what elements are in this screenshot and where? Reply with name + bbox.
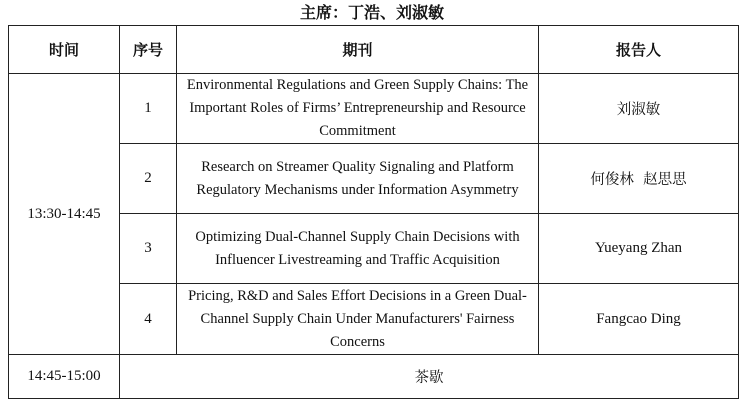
paper-speaker: 刘淑敏 <box>539 74 739 144</box>
paper-title: Optimizing Dual-Channel Supply Chain Decisions with Influencer Livestreaming and Traffic Acquisition <box>177 214 539 284</box>
header-time: 时间 <box>9 26 120 74</box>
paper-order: 2 <box>120 144 177 214</box>
break-time: 14:45-15:00 <box>9 355 120 399</box>
paper-order: 3 <box>120 214 177 284</box>
paper-title: Environmental Regulations and Green Supply Chains: The Important Roles of Firms’ Entrepreneurship and Resource Commitment <box>177 74 539 144</box>
session-chair-line: 主席：丁浩、刘淑敏 <box>299 3 444 22</box>
session-time: 13:30-14:45 <box>9 74 120 355</box>
schedule-table <box>8 25 739 399</box>
paper-order: 4 <box>120 284 177 355</box>
header-journal: 期刊 <box>177 26 539 74</box>
header-order: 序号 <box>120 26 177 74</box>
paper-title: Pricing, R&D and Sales Effort Decisions in a Green Dual-Channel Supply Chain Under Manufacturers' Fairness Concerns <box>177 284 539 355</box>
paper-title: Research on Streamer Quality Signaling and Platform Regulatory Mechanisms under Information Asymmetry <box>177 144 539 214</box>
table-row <box>9 74 739 144</box>
paper-order: 1 <box>120 74 177 144</box>
header-row <box>9 26 739 74</box>
paper-speaker: Yueyang Zhan <box>539 214 739 284</box>
header-speaker: 报告人 <box>539 26 739 74</box>
paper-speaker: 何俊林 赵思思 <box>539 144 739 214</box>
break-label: 茶歇 <box>120 355 739 399</box>
break-row <box>9 355 739 399</box>
paper-speaker: Fangcao Ding <box>539 284 739 355</box>
